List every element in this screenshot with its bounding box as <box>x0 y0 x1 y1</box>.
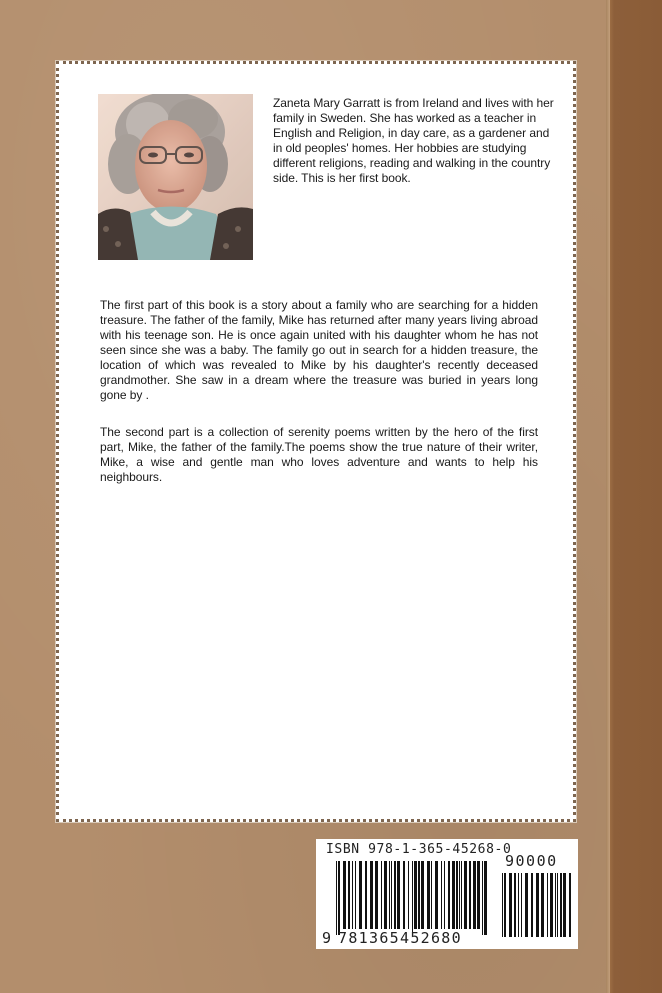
barcode-bar <box>435 861 438 929</box>
barcode-bar <box>557 873 558 937</box>
barcode-bar <box>384 861 387 929</box>
barcode-bar <box>408 861 409 929</box>
barcode-bar <box>343 861 346 929</box>
barcode-bar <box>518 873 519 937</box>
barcode-bar <box>336 861 337 935</box>
barcode-bar <box>521 873 522 937</box>
barcode-bar <box>441 861 442 929</box>
barcode-bar <box>536 873 539 937</box>
barcode-bar <box>504 873 506 937</box>
barcode-bar <box>391 861 392 929</box>
barcode-bar <box>412 861 413 935</box>
barcode-bar <box>397 861 400 929</box>
barcode-bar <box>563 873 566 937</box>
barcode-bar <box>389 861 390 929</box>
barcode-bar <box>375 861 378 929</box>
price-code: 90000 <box>505 852 558 870</box>
barcode-bar <box>569 873 571 937</box>
barcode-bar <box>444 861 445 929</box>
barcode-bar <box>560 873 562 937</box>
barcode-bar <box>461 861 462 929</box>
barcode-bar <box>403 861 405 929</box>
barcode-bar <box>469 861 471 929</box>
barcode-bar <box>352 861 353 929</box>
barcode-bar <box>509 873 512 937</box>
book-spine <box>610 0 662 993</box>
barcode-bar <box>514 873 516 937</box>
barcode-bar <box>525 873 528 937</box>
barcode-bar <box>531 873 533 937</box>
barcode-bar <box>502 873 503 937</box>
barcode-bar <box>431 861 432 929</box>
barcode-bar <box>550 873 553 937</box>
barcode-bar <box>418 861 420 929</box>
barcode-bar <box>484 861 487 935</box>
barcode-bar <box>459 861 460 929</box>
barcode-bar <box>555 873 556 937</box>
barcode-bar <box>355 861 356 929</box>
author-photo <box>98 94 253 260</box>
author-bio: Zaneta Mary Garratt is from Ireland and lives with her family in Sweden. She has worked as a teacher in English and Religion, in day care, as a gardener and in old peoples' homes. Her hobbies are studying different religions, reading and walking in the country side. This is her first book. <box>273 96 554 185</box>
barcode-bar <box>359 861 362 929</box>
barcode-bar <box>477 861 480 929</box>
barcode-bar <box>482 861 483 935</box>
isbn-label: ISBN 978-1-365-45268-0 <box>326 842 512 857</box>
barcode-bar <box>541 873 544 937</box>
barcode-bar <box>394 861 396 929</box>
barcode-bar <box>365 861 367 929</box>
barcode-bar <box>414 861 417 929</box>
barcode-bar <box>547 873 548 937</box>
barcode-bar <box>421 861 424 929</box>
book-description-part-two: The second part is a collection of serenity poems written by the hero of the first part, Mike, the father of the family.The poems show the true nature of their writer, Mike, a wise and gentle man who loves adventure and wants to help his neighbours. <box>100 425 538 484</box>
book-description-part-one: The first part of this book is a story about a family who are searching for a hidden treasure. The father of the family, Mike has returned after many years living abroad with his teenage son. He is once again united with his daughter whom he has not seen since she was a baby. The family go out in search for a hidden treasure, the location of which was revealed to Mike by his daughter's recently deceased grandmother. She saw in a dream where the treasure was buried in years long gone by . <box>100 298 538 402</box>
barcode-lead-digit: 9 <box>322 929 332 947</box>
barcode-bar <box>464 861 467 929</box>
barcode-bar <box>456 861 458 929</box>
barcode-bar <box>427 861 430 929</box>
barcode-bar <box>452 861 455 929</box>
isbn-barcode <box>316 839 578 949</box>
barcode-bar <box>473 861 476 929</box>
barcode-bar <box>381 861 382 929</box>
barcode-digits: 781365452680 <box>338 929 462 947</box>
author-portrait-image <box>98 94 253 260</box>
barcode-bar <box>448 861 450 929</box>
barcode-bar <box>338 861 340 935</box>
barcode-bar <box>370 861 373 929</box>
barcode-bar <box>348 861 350 929</box>
